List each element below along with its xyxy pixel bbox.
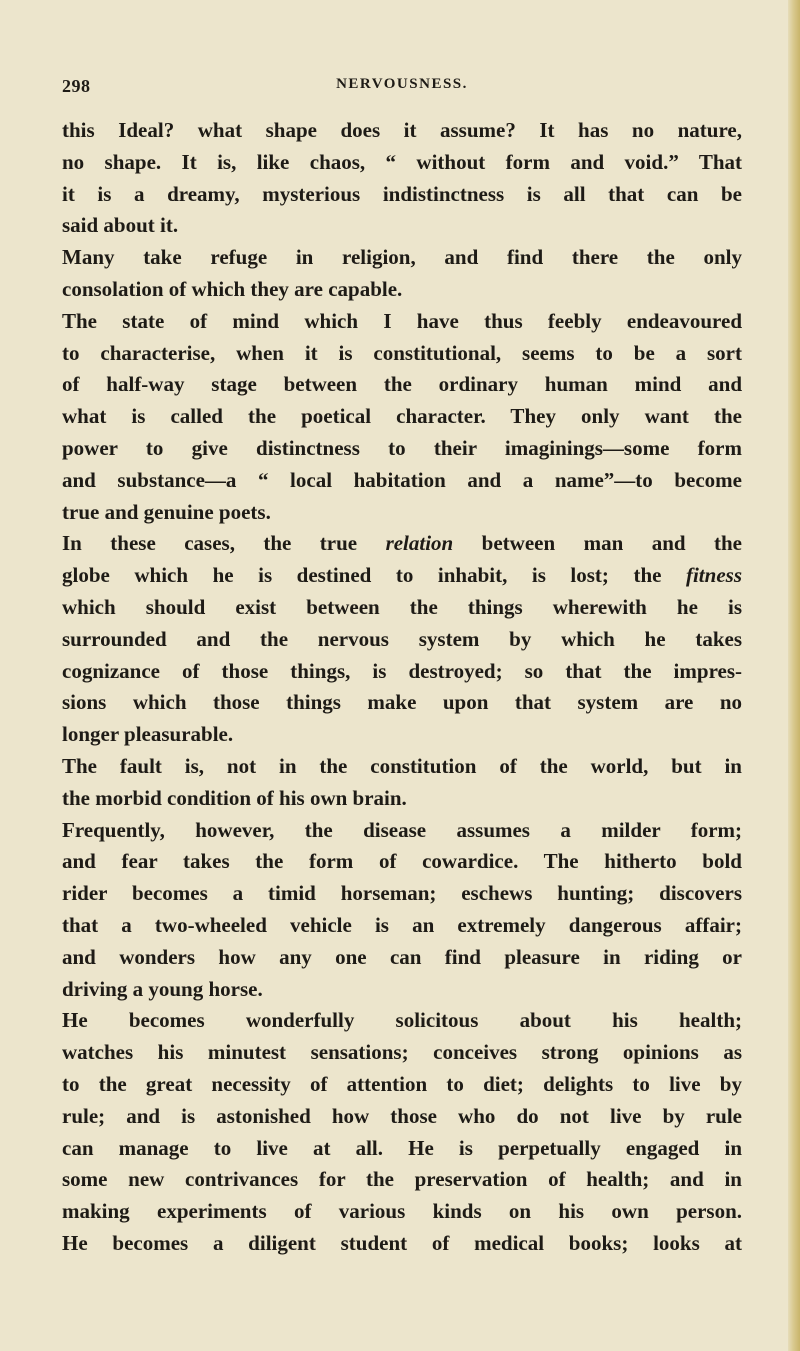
text-line [62,560,742,592]
text-line: Many take refuge in religion, and find there the only [62,245,742,270]
text-line: can manage to live at all. He is perpetually engaged in [62,1135,742,1160]
text-line: said about it. [62,213,179,238]
text-line: watches his minutest sensations; conceives strong opinions as [62,1040,742,1065]
text-line: He becomes wonderfully solicitous about his health; [62,1008,742,1033]
text-line: Frequently, however, the disease assumes a milder form; [62,817,742,842]
text-line: consolation of which they are capable. [62,276,403,301]
page-number: 298 [62,76,91,96]
text-line: The fault is, not in the constitution of the world, but in [62,753,742,778]
text-line: to characterise, when it is constitutional, seems to be a sort [62,340,742,365]
text-line: it is a dreamy, mysterious indistinctness is all that can be [62,181,742,206]
text-line: the morbid condition of his own brain. [62,785,407,810]
text-line: He becomes a diligent student of medical books; looks at [62,1230,742,1255]
emphasized-word: fitness [685,563,742,588]
page-edge [788,0,800,1351]
text-line: The state of mind which I have thus feebly endeavoured [62,308,742,333]
emphasized-word: relation [385,531,454,556]
text-line: true and genuine poets. [62,499,271,524]
text-line: surrounded and the nervous system by which he takes [62,626,742,651]
text-line: that a two-wheeled vehicle is an extremely dangerous affair; [62,912,742,937]
text-line: what is called the poetical character. They only want the [62,404,742,429]
running-head: NERVOUSNESS. [336,76,468,92]
page-header [62,76,742,100]
text-line [62,528,742,560]
text-line: and substance—a “ local habitation and a name”—to become [62,467,742,492]
text-line: some new contrivances for the preservation of health; and in [62,1167,742,1192]
text-segment: between man and the [453,531,742,556]
body-text [62,115,742,1260]
text-line: no shape. It is, like chaos, “ without form and void.” That [62,149,742,174]
text-line: longer pleasurable. [62,722,234,747]
text-line: rule; and is astonished how those who do not live by rule [62,1103,742,1128]
text-line: cognizance of those things, is destroyed; so that the impres- [62,658,742,683]
text-line: and fear takes the form of cowardice. The hitherto bold [62,849,742,874]
text-line: driving a young horse. [62,976,263,1001]
text-segment: globe which he is destined to inhabit, is lost; the [62,563,686,588]
text-line: sions which those things make upon that system are no [62,690,742,715]
text-line: which should exist between the things wherewith he is [62,594,742,619]
text-line: to the great necessity of attention to diet; delights to live by [62,1071,742,1096]
text-line: power to give distinctness to their imaginings—some form [62,435,742,460]
text-line: of half-way stage between the ordinary human mind and [62,372,742,397]
text-line: rider becomes a timid horseman; eschews hunting; discovers [62,881,742,906]
text-line: this Ideal? what shape does it assume? It has no nature, [62,118,742,142]
text-line: and wonders how any one can find pleasure in riding or [62,944,742,969]
text-line: making experiments of various kinds on his own person. [62,1199,742,1224]
text-segment: In these cases, the true [62,531,386,556]
